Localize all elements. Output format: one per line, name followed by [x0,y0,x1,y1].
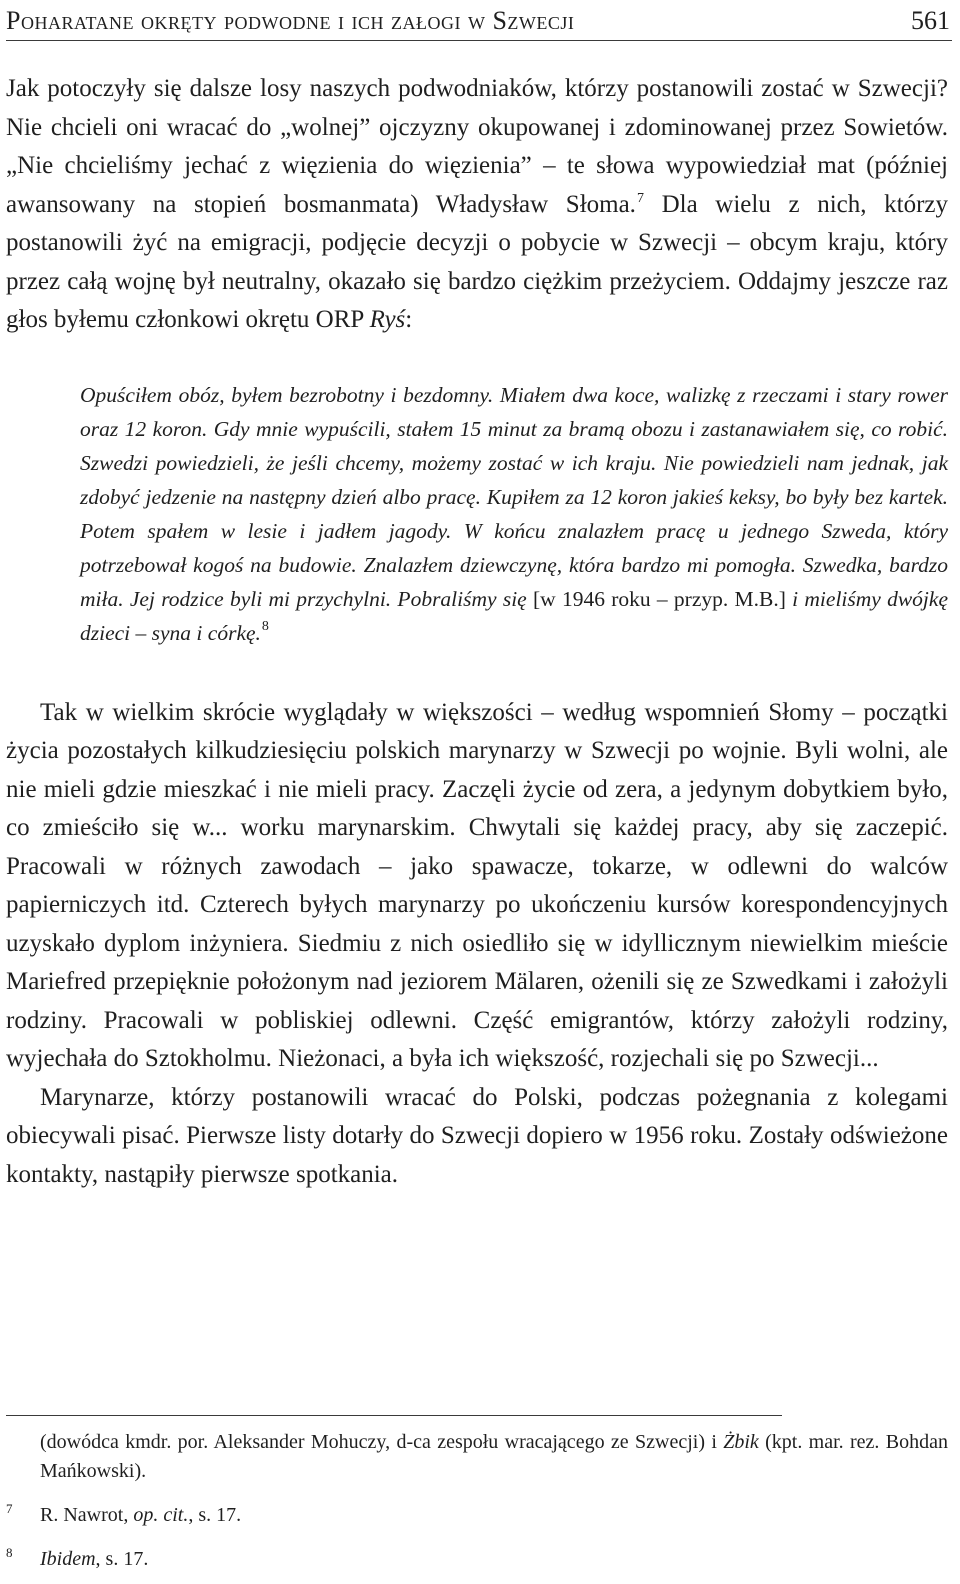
footnote-ref-7: 7 [636,190,644,206]
footnote-7 [6,1501,948,1530]
footnote-7-citation: op. cit. [133,1504,189,1526]
footnote-8-citation: Ibidem [40,1548,96,1570]
footnote-8-number: 8 [6,1545,13,1560]
page-number: 561 [911,6,950,35]
running-title: Poharatane okręty podwodne i ich załogi w Szwecji [6,6,575,35]
quote-editor-insert: [w 1946 roku – przyp. M.B.] [533,586,786,611]
footnote-ref-8: 8 [261,618,269,634]
footnote-continued [6,1428,948,1486]
footnote-divider [6,1415,782,1416]
paragraph-2: Tak w wielkim skrócie wyglądały w większości – według wspomnień Słomy – początki życia pozostałych kilkudziesięciu polskich marynarzy w Szwecji po wojnie. Byli wolni, ale nie mieli gdzie mieszkać i nie mieli pracy. Zaczęli życie od zera, a jedynym dobytkiem było, co zmieściło się w... worku marynarskim. Chwytali się każdej pracy, aby się zaczepić. Pracowali w różnych zawodach – jako spawacze, tokarze, w odlewni do walców papierniczych itd. Czterech byłych marynarzy po ukończeniu kursów korespondencyjnych uzyskało dyplom inżyniera. Siedmiu z nich osiedliło się w idyllicznym niewielkim mieście Mariefred przepięknie położonym nad jeziorem Mälaren, ożenili się ze Szwedkami i założyli rodziny. Pracowali w pobliskiej odlewni. Część emigrantów, którzy założyli rodziny, wyjechała do Sztokholmu. Nieżonaci, a była ich większość, rozjechali się po Szwecji... [6,698,948,1072]
paragraph-3: Marynarze, którzy postanowili wracać do Polski, podczas pożegnania z kolegami obiecywali pisać. Pierwsze listy dotarły do Szwecji dopiero w 1956 roku. Zostały odświeżone kontakty, nastąpiły pierwsze spotkania. [6,1083,948,1188]
paragraph-1 [6,70,948,340]
ship-name-zbik: Żbik [723,1431,759,1453]
block-quote [6,378,948,650]
running-header [6,4,952,41]
main-text [6,70,948,1194]
footnotes [6,1428,948,1574]
footnote-7-number: 7 [6,1501,13,1516]
footnote-7-text-b: , s. 17. [188,1504,242,1526]
footnote-continued-text-a: (dowódca kmdr. por. Aleksander Mohuczy, d-ca zespołu wracającego ze Szwecji) i [40,1431,724,1453]
paragraph-1-text-b: Dla wielu z nich, którzy postanowili żyć na emigracji, podjęcie decyzji o pobycie w Szwecji – obcym kraju, który przez całą wojnę był neutralny, okazało się bardzo ciężkim przeżyciem. Oddajmy jeszcze raz głos byłemu członkowi okrętu ORP [6,190,948,333]
paragraph-1-text-a: Jak potoczyły się dalsze losy naszych podwodniaków, którzy postanowili zostać w Szwecji? Nie chcieli oni wracać do „wolnej” ojczyzny okupowanej i zdominowanej przez Sowietów. „Nie chcieliśmy jechać z więzienia do więzienia” – te słowa wypowiedział mat (później awansowany na stopień bosmanmata) Władysław Słoma. [6,75,948,218]
footnote-8-text-b: , s. 17. [95,1548,149,1570]
footnote-continued-text-b: (kpt. mar. rez. Bohdan Mańkowski). [40,1431,948,1482]
footnote-7-text-a: R. Nawrot, [40,1504,134,1526]
footnote-8 [6,1545,948,1574]
quote-text-b: i mieliśmy dwójkę dzieci – syna i córkę. [80,586,948,645]
ship-name-rys: Ryś [369,306,406,333]
paragraph-1-text-c: : [405,306,413,333]
quote-text-a: Opuściłem obóz, byłem bezrobotny i bezdomny. Miałem dwa koce, walizkę z rzeczami i stary rower oraz 12 koron. Gdy mnie wypuścili, stałem 15 minut za bramą obozu i zastanawiałem się, co robić. Szwedzi powiedzieli, że jeśli chcemy, możemy zostać w ich kraju. Nie powiedzieli nam jednak, jak zdobyć jedzenie na następny dzień albo pracę. Kupiłem za 12 koron jakieś keksy, bo były bez kartek. Potem spałem w lesie i jadłem jagody. W końcu znalazłem pracę u jednego Szweda, który potrzebował kogoś na budowie. Znalazłem dziewczynę, która bardzo mi pomogła. Szwedka, bardzo miła. Jej rodzice byli mi przychylni. Pobraliśmy się [80,382,948,611]
